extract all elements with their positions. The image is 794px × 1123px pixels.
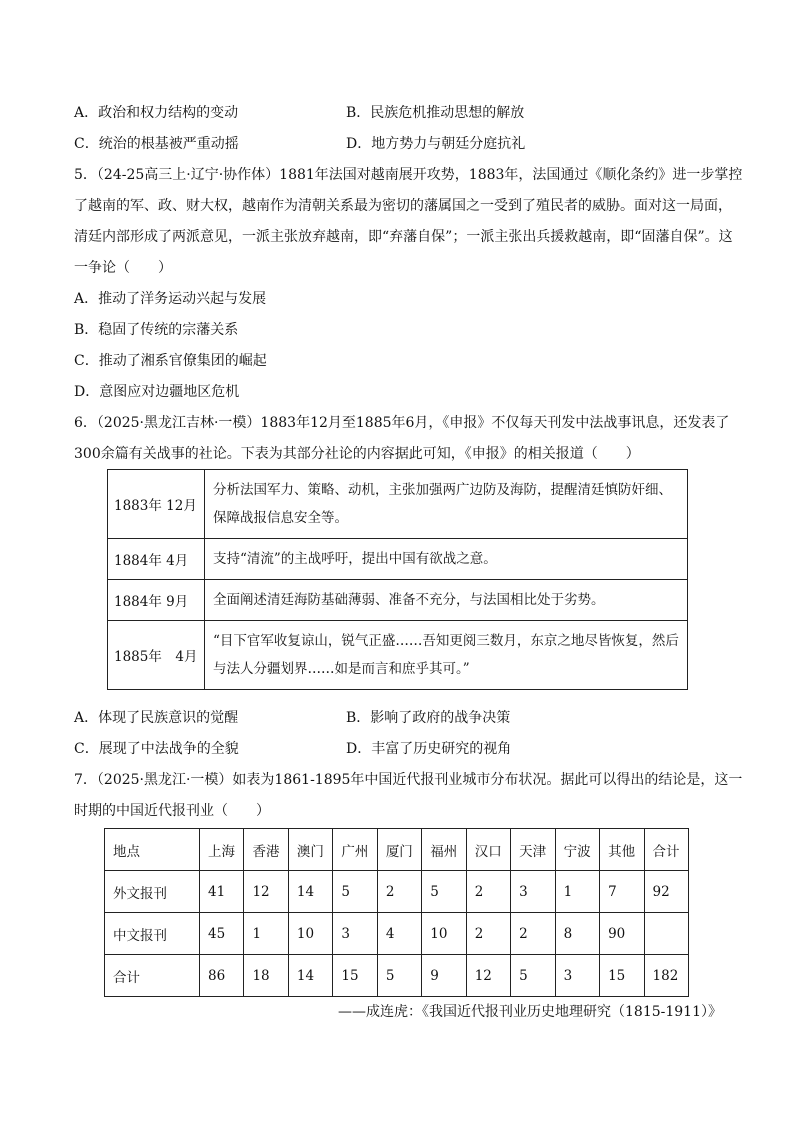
q7-header-cell: 广州 <box>333 829 377 871</box>
table-row <box>105 871 689 913</box>
table-row <box>108 539 688 580</box>
table-row <box>105 955 689 997</box>
q7-cell: 合计 <box>105 955 200 997</box>
q7-cell: 5 <box>333 871 377 913</box>
table-row <box>108 470 688 539</box>
q5-option-b: B．稳固了传统的宗藩关系 <box>74 322 239 338</box>
q7-cell: 2 <box>377 871 421 913</box>
q6-option-b: B．影响了政府的战争决策 <box>346 710 511 726</box>
q7-cell: 41 <box>200 871 244 913</box>
q7-cell: 1 <box>555 871 599 913</box>
q7-header-cell: 香港 <box>244 829 288 871</box>
q7-cell: 15 <box>333 955 377 997</box>
q7-cell: 18 <box>244 955 288 997</box>
q7-header-cell: 汉口 <box>466 829 510 871</box>
q6-stem-line-1: 6．（2025·黑龙江吉林·一模）1883年12月至1885年6月，《申报》不仅每天刊发中法战事讯息，还发表了 <box>74 415 730 431</box>
q5-stem-line-1: 5．（24-25高三上·辽宁·协作体）1881年法国对越南展开攻势，1883年，法国通过《顺化条约》进一步掌控 <box>74 167 743 183</box>
q7-header-cell: 厦门 <box>377 829 421 871</box>
q7-header-cell: 天津 <box>511 829 555 871</box>
q5-option-d: D．意图应对边疆地区危机 <box>74 384 240 400</box>
q5-stem-line-3: 清廷内部形成了两派意见，一派主张放弃越南，即“弃藩自保”；一派主张出兵援救越南，即“固藩自保”。这 <box>74 229 733 245</box>
q7-header-cell: 澳门 <box>288 829 332 871</box>
q7-cell: 5 <box>377 955 421 997</box>
q7-header-cell: 合计 <box>644 829 688 871</box>
q7-cell: 3 <box>511 871 555 913</box>
q7-header-cell: 其他 <box>600 829 644 871</box>
q7-cell: 182 <box>644 955 688 997</box>
q7-cell: 外文报刊 <box>105 871 200 913</box>
q7-cell <box>644 913 688 955</box>
q7-cell: 8 <box>555 913 599 955</box>
q5-stem-line-2: 了越南的军、政、财大权，越南作为清朝关系最为密切的藩属国之一受到了殖民者的威胁。面对这一局面， <box>74 198 732 214</box>
q6-date-cell: 1885年 4月 <box>108 621 205 690</box>
q7-cell: 中文报刊 <box>105 913 200 955</box>
q7-cell: 2 <box>466 871 510 913</box>
q7-source-citation: ——成连虎：《我国近代报刊业历史地理研究（1815-1911）》 <box>338 1004 722 1020</box>
q7-cell: 9 <box>422 955 466 997</box>
q7-header-cell: 福州 <box>422 829 466 871</box>
table-row <box>105 913 689 955</box>
q7-cell: 5 <box>511 955 555 997</box>
q7-cell: 2 <box>466 913 510 955</box>
q7-cell: 45 <box>200 913 244 955</box>
q6-stem-line-2: 300余篇有关战事的社论。下表为其部分社论的内容据此可知，《申报》的相关报道（ ） <box>74 446 640 462</box>
q6-date-cell: 1884年 4月 <box>108 539 205 580</box>
q5-option-a: A．推动了洋务运动兴起与发展 <box>74 291 267 307</box>
q7-cell: 3 <box>333 913 377 955</box>
q7-cell: 10 <box>288 913 332 955</box>
q7-cell: 1 <box>244 913 288 955</box>
q7-cell: 92 <box>644 871 688 913</box>
table-row <box>108 580 688 621</box>
q7-cell: 90 <box>600 913 644 955</box>
q4-option-b: B．民族危机推动思想的解放 <box>346 105 525 121</box>
q4-option-d: D．地方势力与朝廷分庭抗礼 <box>346 136 526 152</box>
q7-header-cell: 地点 <box>105 829 200 871</box>
q5-option-c: C．推动了湘系官僚集团的崛起 <box>74 353 267 369</box>
q7-table <box>104 828 689 997</box>
q7-header-cell: 宁波 <box>555 829 599 871</box>
q7-stem-line-2: 时期的中国近代报刊业（ ） <box>74 803 270 819</box>
q6-option-d: D．丰富了历史研究的视角 <box>346 741 512 757</box>
q7-cell: 4 <box>377 913 421 955</box>
q7-cell: 10 <box>422 913 466 955</box>
q7-cell: 15 <box>600 955 644 997</box>
q7-cell: 5 <box>422 871 466 913</box>
q7-cell: 86 <box>200 955 244 997</box>
q6-content-cell: “目下官军收复谅山，锐气正盛……吾知更阅三数月，东京之地尽皆恢复，然后与法人分疆划界……如是而言和庶乎其可。” <box>205 621 688 690</box>
q4-option-c: C．统治的根基被严重动摇 <box>74 136 239 152</box>
q7-cell: 12 <box>466 955 510 997</box>
q6-date-cell: 1884年 9月 <box>108 580 205 621</box>
q5-stem-line-4: 一争论（ ） <box>74 260 172 276</box>
q7-cell: 14 <box>288 955 332 997</box>
q7-header-cell: 上海 <box>200 829 244 871</box>
q7-cell: 12 <box>244 871 288 913</box>
q7-cell: 3 <box>555 955 599 997</box>
q6-date-cell: 1883年 12月 <box>108 470 205 539</box>
table-header-row <box>105 829 689 871</box>
q6-content-cell: 全面阐述清廷海防基础薄弱、准备不充分，与法国相比处于劣势。 <box>205 580 688 621</box>
q6-content-cell: 分析法国军力、策略、动机，主张加强两广边防及海防，提醒清廷慎防奸细、保障战报信息安全等。 <box>205 470 688 539</box>
q6-option-c: C．展现了中法战争的全貌 <box>74 741 239 757</box>
q7-cell: 14 <box>288 871 332 913</box>
q7-stem-line-1: 7．（2025·黑龙江·一模）如表为1861-1895年中国近代报刊业城市分布状况。据此可以得出的结论是，这一 <box>74 772 743 788</box>
table-row <box>108 621 688 690</box>
q6-option-a: A．体现了民族意识的觉醒 <box>74 710 239 726</box>
q4-option-a: A．政治和权力结构的变动 <box>74 105 239 121</box>
q6-content-cell: 支持“清流”的主战呼吁，提出中国有欲战之意。 <box>205 539 688 580</box>
q7-cell: 7 <box>600 871 644 913</box>
q7-cell: 2 <box>511 913 555 955</box>
q6-table <box>107 469 688 690</box>
